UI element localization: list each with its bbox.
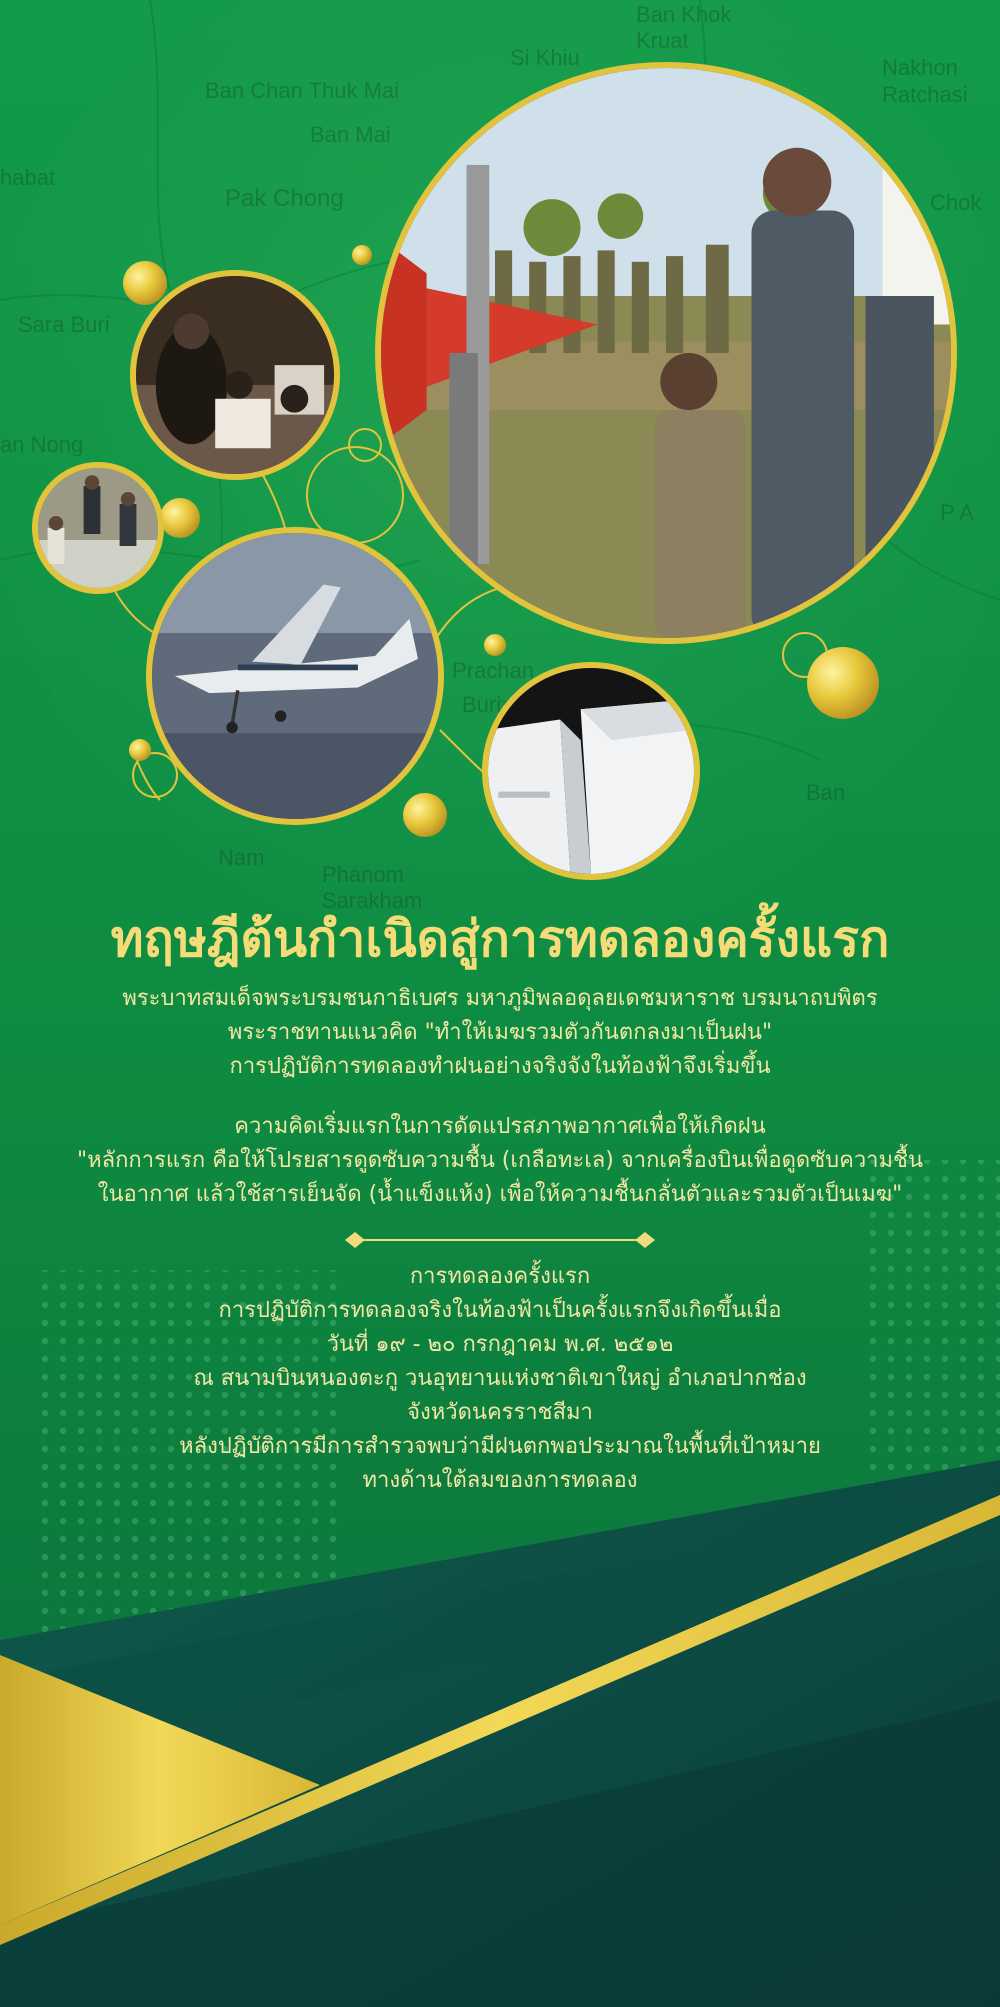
- map-label: Phanom: [322, 862, 404, 887]
- photo-king-propeller: [375, 62, 957, 644]
- experiment-line: ทางด้านใต้ลมของการทดลอง: [362, 1468, 638, 1493]
- experiment-line: การปฏิบัติการทดลองจริงในท้องฟ้าเป็นครั้งแรกจึงเกิดขึ้นเมื่อ: [218, 1298, 782, 1323]
- concept-line: "หลักการแรก คือให้โปรยสารดูดซับความชื้น (เกลือทะเล) จากเครื่องบินเพื่อดูดซับความชื้น: [76, 1148, 924, 1173]
- map-label: Kruat: [636, 28, 689, 53]
- divider: [345, 1232, 655, 1248]
- map-label: Nam: [218, 845, 265, 870]
- experiment-line: ณ สนามบินหนองตะกู วนอุทยานแห่งชาติเขาใหญ่ อำเภอปากช่อง: [193, 1366, 807, 1391]
- concept-line: ในอากาศ แล้วใช้สารเย็นจัด (น้ำแข็งแห้ง) เพื่อให้ความชื้นกลั่นตัวและรวมตัวเป็นเมฆ": [97, 1182, 903, 1207]
- map-label: Ban Khok: [636, 2, 732, 27]
- map-label: Sara Buri: [18, 312, 110, 337]
- map-label: Ban Mai: [310, 122, 391, 147]
- map-label: Nakhon: [882, 55, 958, 80]
- map-label: Ban: [806, 780, 846, 805]
- map-label: Chok: [930, 190, 982, 215]
- concept-line: ความคิดเริ่มแรกในการดัดแปรสภาพอากาศเพื่อให้เกิดฝน: [234, 1114, 766, 1139]
- map-label: an Nong: [0, 432, 84, 457]
- map-label: Ratchasi: [882, 82, 968, 107]
- map-label: Ban Chan Thuk Mai: [205, 78, 400, 103]
- intro-paragraph: [40, 982, 960, 1084]
- experiment-line: จังหวัดนครราชสีมา: [407, 1400, 593, 1425]
- intro-line: การปฏิบัติการทดลองทำฝนอย่างจริงจังในท้องฟ้าจึงเริ่มขึ้น: [229, 1054, 771, 1079]
- page-title: ทฤษฎีต้นกำเนิดสู่การทดลองครั้งแรก: [110, 910, 890, 968]
- experiment-paragraph: [40, 1260, 960, 1498]
- photo-workers: [32, 462, 164, 594]
- map-label: Sarakham: [322, 888, 423, 913]
- concept-paragraph: [40, 1110, 960, 1212]
- photo-airplane: [146, 527, 444, 825]
- intro-line: พระบาทสมเด็จพระบรมชนกาธิเบศร มหาภูมิพลอดุลยเดชมหาราช บรมนาถบพิตร: [122, 986, 878, 1011]
- experiment-line: หลังปฏิบัติการมีการสำรวจพบว่ามีฝนตกพอประมาณในพื้นที่เป้าหมาย: [179, 1434, 821, 1459]
- map-label: Buri: [462, 692, 502, 717]
- intro-line: พระราชทานแนวคิด "ทำให้เมฆรวมตัวกันตกลงมาเป็นฝน": [227, 1020, 773, 1045]
- photo-dry-ice: [482, 662, 700, 880]
- experiment-heading: การทดลองครั้งแรก: [409, 1264, 591, 1289]
- map-label: habat: [0, 165, 56, 190]
- map-label: Prachan: [452, 658, 534, 683]
- photo-meeting: [130, 270, 340, 480]
- map-label: Pak Chong: [225, 185, 344, 212]
- map-label: P A: [940, 500, 974, 525]
- map-label: Si Khiu: [510, 45, 580, 70]
- experiment-line: วันที่ ๑๙ - ๒๐ กรกฎาคม พ.ศ. ๒๕๑๒: [326, 1332, 674, 1357]
